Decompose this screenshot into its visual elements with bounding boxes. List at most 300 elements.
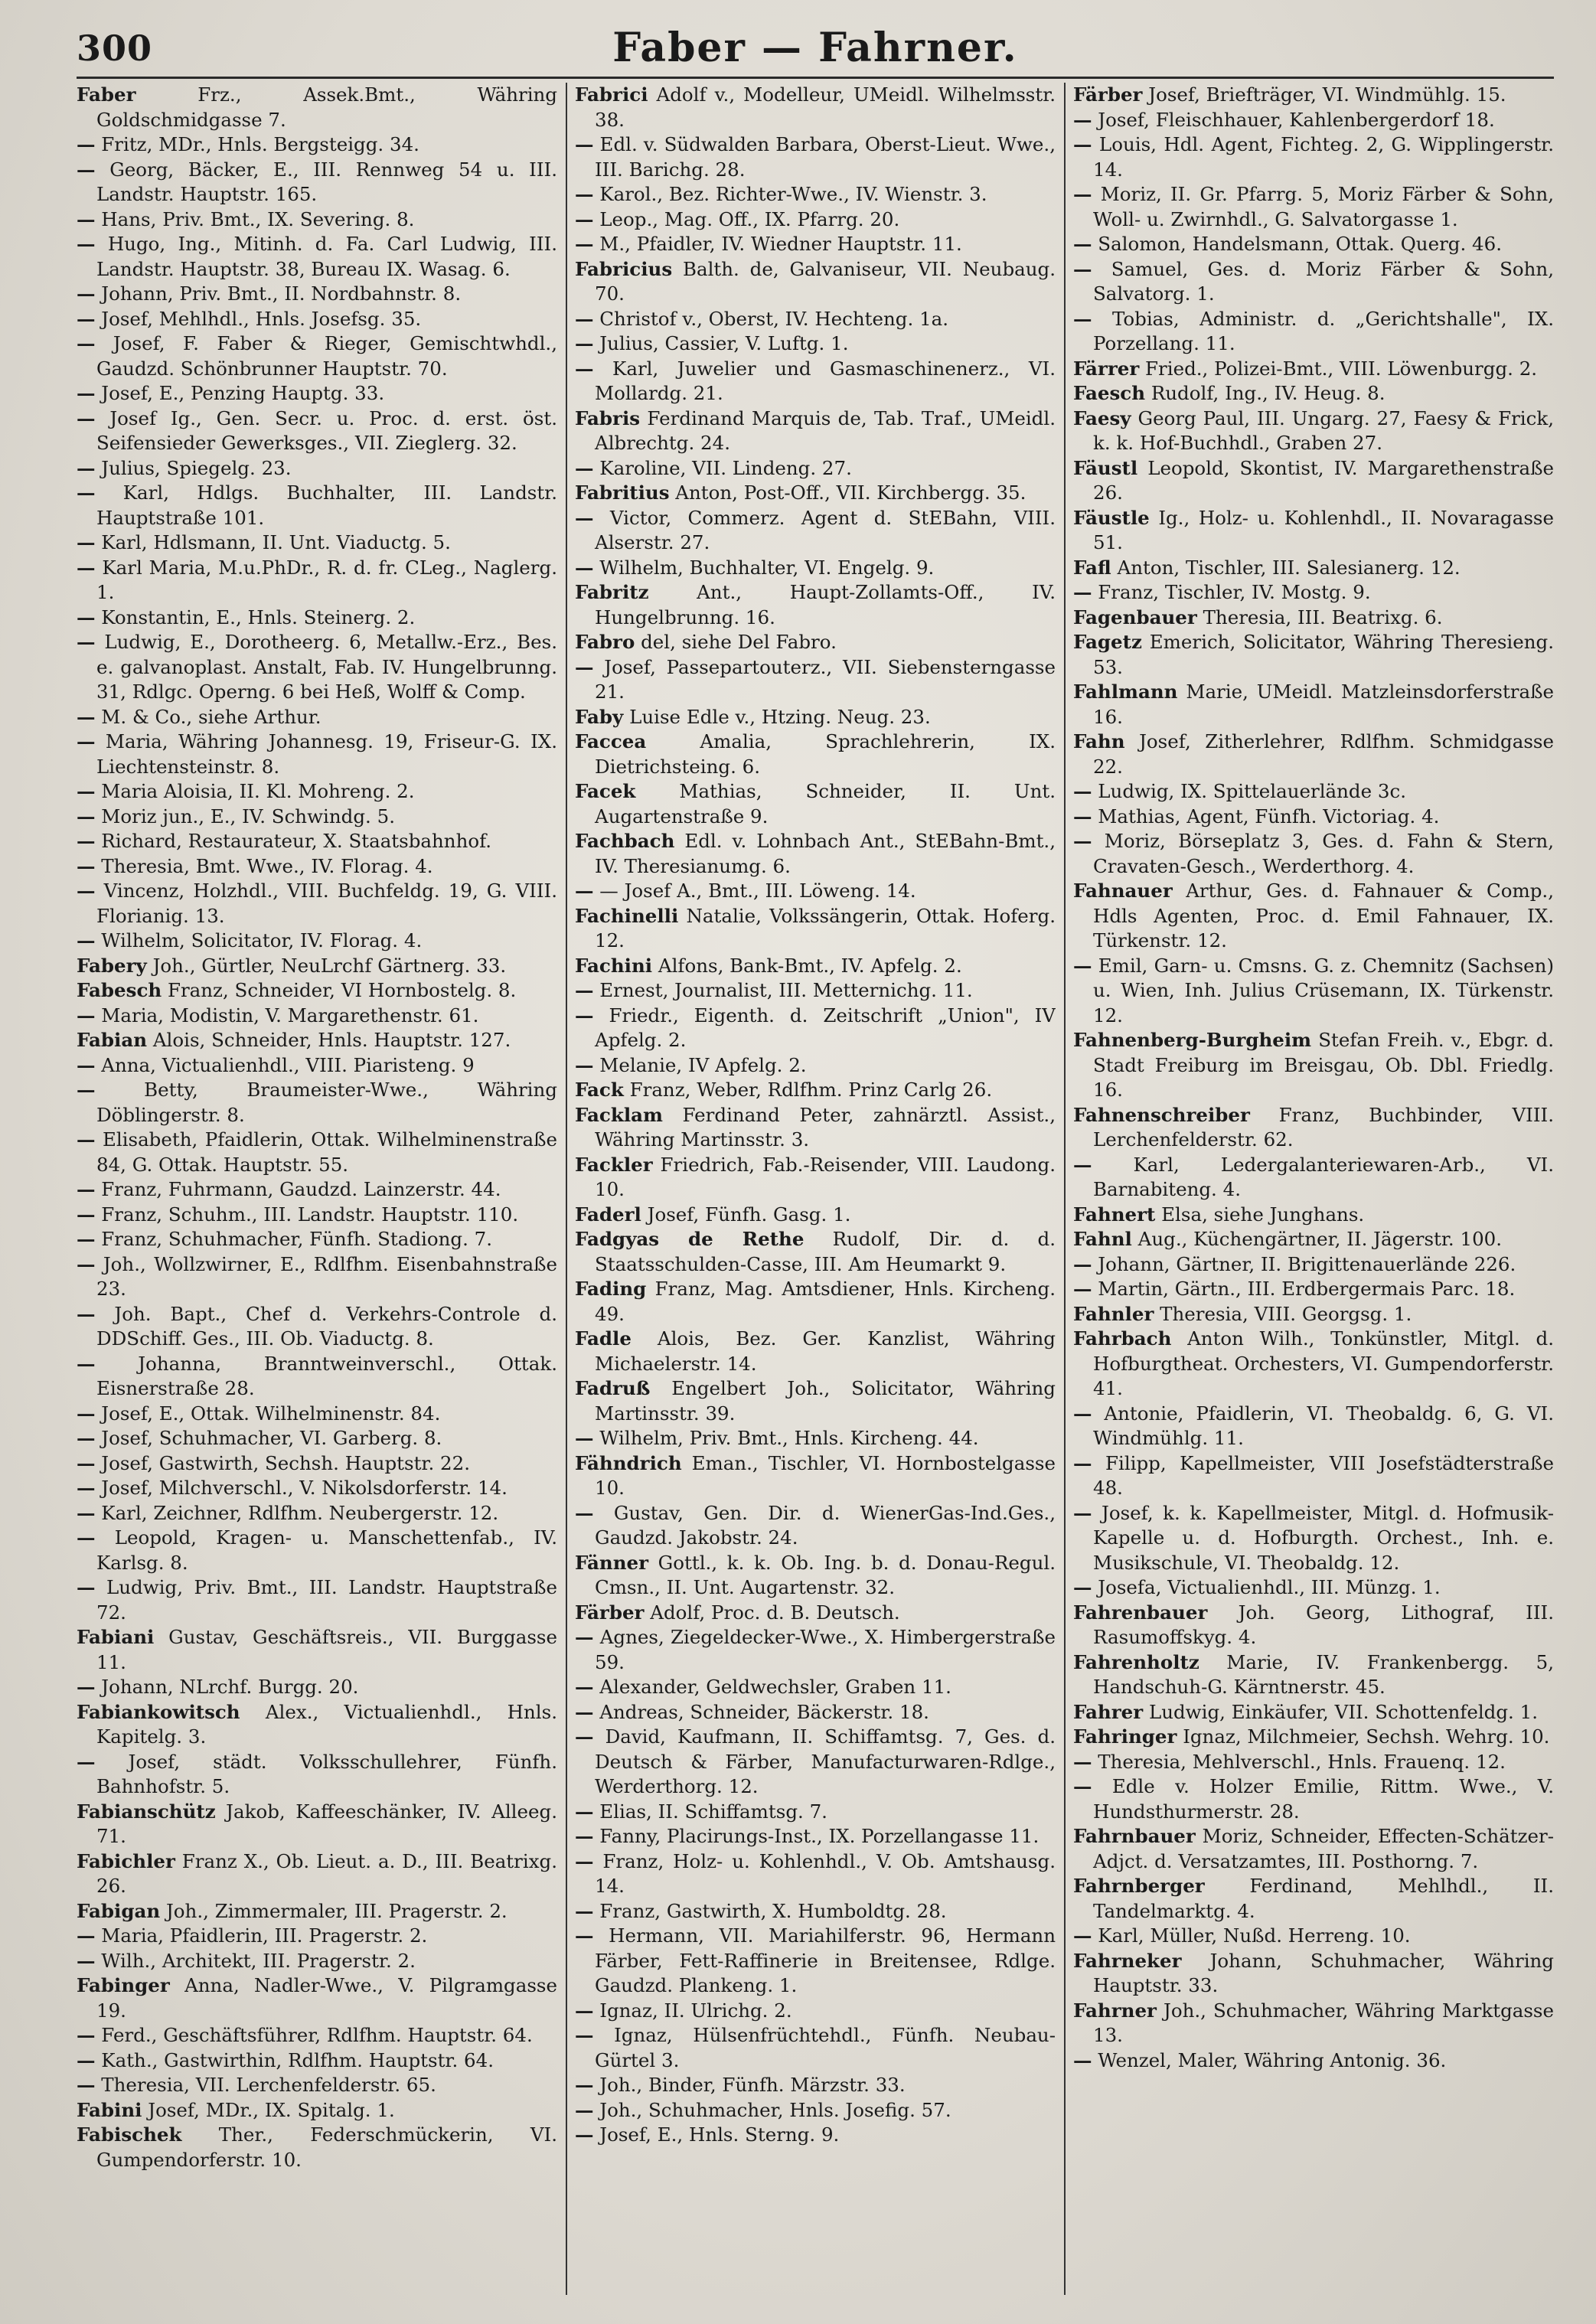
entry-surname: —	[1073, 108, 1092, 131]
entry-surname: —	[77, 1427, 96, 1449]
directory-entry	[77, 1004, 557, 1029]
entry-details: Anton, Post-Off., VII. Kirchbergg. 35.	[669, 481, 1026, 504]
entry-surname: —	[77, 830, 96, 852]
directory-entry	[1073, 1650, 1554, 1700]
entry-surname: —	[77, 1676, 96, 1698]
directory-entry	[77, 1451, 557, 1477]
entry-surname: —	[77, 1949, 96, 1972]
directory-entry	[575, 730, 1056, 779]
entry-surname: Fabianschütz	[77, 1800, 216, 1823]
directory-entry	[77, 779, 557, 805]
directory-entry	[1073, 1203, 1554, 1228]
directory-entry	[1073, 83, 1554, 108]
entry-surname: Facek	[575, 780, 636, 802]
page-header	[77, 24, 1554, 78]
entry-details: Josef, Briefträger, VI. Windmühlg. 15.	[1142, 83, 1506, 106]
entry-surname: —	[575, 1004, 594, 1027]
entry-details: Johann, Schuhmacher, Währing Hauptstr. 33.	[1093, 1949, 1554, 1996]
directory-entry	[77, 1053, 557, 1079]
entry-surname: —	[77, 456, 96, 479]
entry-details: Josef, Fleischhauer, Kahlenbergerdorf 18.	[1092, 108, 1495, 131]
entry-surname: —	[575, 1899, 594, 1922]
entry-surname: —	[77, 332, 96, 354]
directory-entry	[575, 829, 1056, 879]
column-3	[1073, 83, 1554, 2303]
entry-surname: —	[77, 1501, 96, 1524]
header-rule	[77, 77, 1554, 79]
directory-entry	[575, 182, 1056, 207]
directory-entry	[575, 1078, 1056, 1103]
entry-surname: —	[77, 382, 96, 404]
directory-entry	[575, 655, 1056, 705]
entry-details: Ignaz, Hülsenfrüchtehdl., Fünfh. Neubau-Gürtel 3.	[593, 2024, 1056, 2071]
entry-details: Joh., Schuhmacher, Hnls. Josefig. 57.	[593, 2098, 951, 2121]
entry-surname: Fabian	[77, 1029, 148, 1051]
entry-surname: —	[575, 979, 594, 1001]
entry-details: Franz, Schuhmacher, Fünfh. Stadiong. 7.	[95, 1228, 493, 1250]
directory-entry	[575, 132, 1056, 182]
directory-entry	[575, 456, 1056, 481]
entry-surname: —	[575, 880, 594, 902]
entry-surname: —	[575, 1700, 594, 1723]
entry-details: Ferdinand Marquis de, Tab. Traf., UMeidl. Albrechtg. 24.	[595, 406, 1056, 454]
directory-entry	[1073, 232, 1554, 257]
directory-entry	[77, 1426, 557, 1451]
directory-entry	[77, 2023, 557, 2048]
entry-surname: Faber	[77, 83, 136, 106]
entry-details: Adolf, Proc. d. B. Deutsch.	[644, 1601, 900, 1624]
entry-details: Franz, Schuhm., III. Landstr. Hauptstr. 110.	[95, 1203, 519, 1226]
entry-surname: —	[575, 655, 594, 678]
directory-entry	[1073, 1402, 1554, 1451]
directory-entry	[1073, 1874, 1554, 1924]
directory-entry	[77, 1899, 557, 1924]
entry-details: Ferdinand Peter, zahnärztl. Assist., Währing Martinsstr. 3.	[595, 1103, 1056, 1151]
directory-entry	[77, 2048, 557, 2074]
entry-surname: Fabricius	[575, 257, 673, 280]
entry-surname: —	[1073, 1576, 1092, 1598]
entry-surname: —	[77, 2024, 96, 2046]
entry-details: Franz, Buchbinder, VIII. Lerchenfelderstr. 62.	[1093, 1103, 1554, 1151]
directory-entry	[77, 158, 557, 207]
entry-details: Hugo, Ing., Mitinh. d. Fa. Carl Ludwig, III. Landstr. Hauptstr. 38, Bureau IX. Wasag. 6.	[95, 233, 557, 280]
directory-entry	[1073, 1451, 1554, 1501]
directory-entry	[77, 307, 557, 332]
entry-details: Johann, Gärtner, II. Brigittenauerlände 226.	[1092, 1252, 1516, 1275]
entry-details: Rudolf, Ing., IV. Heug. 8.	[1145, 382, 1385, 404]
entry-details: Richard, Restaurateur, X. Staatsbahnhof.	[95, 830, 492, 852]
entry-surname: Fähndrich	[575, 1451, 682, 1474]
entry-details: Karoline, VII. Lindeng. 27.	[593, 456, 852, 479]
entry-surname: —	[77, 481, 96, 504]
entry-details: Mathias, Agent, Fünfh. Victoriag. 4.	[1092, 805, 1440, 827]
directory-entry	[77, 1800, 557, 1849]
directory-entry	[575, 1725, 1056, 1800]
entry-details: Joh., Binder, Fünfh. Märzstr. 33.	[593, 2074, 906, 2096]
entry-surname: —	[77, 282, 96, 305]
directory-entry	[1073, 680, 1554, 730]
entry-surname: —	[575, 2024, 594, 2046]
directory-entry	[1073, 1227, 1554, 1252]
entry-surname: Fachbach	[575, 830, 675, 852]
entry-details: Konstantin, E., Hnls. Steinerg. 2.	[95, 605, 416, 628]
entry-surname: Fagetz	[1073, 631, 1142, 653]
entry-details: Josefa, Victualienhdl., III. Münzg. 1.	[1092, 1576, 1441, 1598]
entry-surname: —	[575, 307, 594, 330]
directory-entry	[77, 978, 557, 1004]
entry-surname: Fafl	[1073, 556, 1111, 579]
column-divider	[566, 83, 567, 2295]
entry-details: Julius, Spiegelg. 23.	[95, 456, 292, 479]
directory-entry	[1073, 307, 1554, 357]
directory-entry	[1073, 630, 1554, 680]
entry-details: Josef, Mehlhdl., Hnls. Josefsg. 35.	[95, 307, 422, 330]
directory-entry	[575, 232, 1056, 257]
entry-surname: —	[77, 133, 96, 155]
directory-entry	[1073, 357, 1554, 382]
entry-details: Karol., Bez. Richter-Wwe., IV. Wienstr. 3.	[593, 183, 987, 205]
entry-surname: —	[575, 233, 594, 255]
entry-surname: Fabris	[575, 406, 641, 429]
entry-details: Franz, Fuhrmann, Gaudzd. Lainzerstr. 44.	[95, 1178, 501, 1200]
entry-details: Josef, städt. Volksschullehrer, Fünfh. Bahnhofstr. 5.	[95, 1750, 557, 1797]
entry-surname: —	[575, 1849, 594, 1872]
entry-surname: Faderl	[575, 1203, 641, 1226]
entry-surname: —	[77, 1178, 96, 1200]
directory-entry	[575, 1153, 1056, 1203]
entry-details: Ant., Haupt-Zollamts-Off., IV. Hungelbrunng. 16.	[595, 581, 1056, 628]
entry-surname: —	[1073, 307, 1092, 330]
entry-surname: Fahrneker	[1073, 1949, 1182, 1972]
directory-entry	[575, 1327, 1056, 1376]
directory-entry	[77, 1203, 557, 1228]
directory-entry	[1073, 1302, 1554, 1327]
directory-entry	[575, 1053, 1056, 1079]
entry-surname: —	[1073, 830, 1092, 852]
directory-entry	[77, 1675, 557, 1700]
directory-entry	[1073, 1725, 1554, 1750]
directory-entry	[77, 1924, 557, 1949]
entry-surname: —	[575, 332, 594, 354]
entry-details: Gustav, Geschäftsreis., VII. Burggasse 11.	[96, 1626, 557, 1673]
entry-details: Samuel, Ges. d. Moriz Färber & Sohn, Salvatorg. 1.	[1092, 257, 1554, 305]
entry-details: Friedr., Eigenth. d. Zeitschrift „Union", IV Apfelg. 2.	[593, 1004, 1056, 1051]
entry-details: Karl, Hdlsmann, II. Unt. Viaductg. 5.	[95, 531, 451, 553]
entry-details: Alex., Victualienhdl., Hnls. Kapitelg. 3.	[96, 1700, 557, 1748]
entry-surname: Fabiani	[77, 1626, 155, 1648]
directory-entry	[575, 1700, 1056, 1725]
entry-details: Hans, Priv. Bmt., IX. Severing. 8.	[95, 207, 415, 230]
entry-surname: —	[77, 1228, 96, 1250]
directory-entry	[77, 605, 557, 631]
entry-details: Joh. Bapt., Chef d. Verkehrs-Controle d. DDSchiff. Ges., III. Ob. Viaductg. 8.	[95, 1302, 557, 1350]
directory-entry	[1073, 132, 1554, 182]
directory-entry	[575, 1800, 1056, 1825]
entry-surname: —	[77, 1924, 96, 1947]
entry-details: Edle v. Holzer Emilie, Rittm. Wwe., V. Hundsthurmerstr. 28.	[1092, 1775, 1554, 1823]
directory-entry	[77, 1575, 557, 1625]
entry-surname: Färrer	[1073, 357, 1140, 380]
entry-details: Marie, UMeidl. Matzleinsdorferstraße 16.	[1093, 681, 1554, 728]
directory-entry	[575, 904, 1056, 954]
entry-surname: —	[77, 880, 96, 902]
directory-entry	[575, 1601, 1056, 1626]
directory-entry	[77, 1028, 557, 1053]
entry-surname: —	[77, 1053, 96, 1076]
entry-details: Filipp, Kapellmeister, VIII Josefstädterstraße 48.	[1092, 1451, 1554, 1499]
directory-entry	[77, 1402, 557, 1427]
entry-details: Joh. Georg, Lithograf, III. Rasumoffskyg. 4.	[1093, 1601, 1554, 1648]
entry-surname: —	[1073, 581, 1092, 603]
entry-details: Georg Paul, III. Ungarg. 27, Faesy & Frick, k. k. Hof-Buchhdl., Graben 27.	[1093, 406, 1554, 454]
entry-details: Maria, Währing Johannesg. 19, Friseur-G. IX. Liechtensteinstr. 8.	[95, 730, 557, 778]
entry-details: Karl, Juwelier und Gasmaschinenerz., VI. Mollardg. 21.	[593, 357, 1056, 404]
entry-details: Joh., Schuhmacher, Währing Marktgasse 13.	[1093, 1999, 1554, 2046]
entry-details: Salomon, Handelsmann, Ottak. Querg. 46.	[1092, 233, 1503, 255]
entry-surname: Fabesch	[77, 979, 162, 1001]
page-number: 300	[77, 28, 153, 69]
entry-surname: Fahrbach	[1073, 1327, 1172, 1350]
entry-details: Christof v., Oberst, IV. Hechteng. 1a.	[593, 307, 949, 330]
entry-details: Maria Aloisia, II. Kl. Mohreng. 2.	[95, 780, 415, 802]
entry-surname: Fabigan	[77, 1899, 161, 1922]
entry-details: Frz., Assek.Bmt., Währing Goldschmidgasse 7.	[96, 83, 557, 131]
entry-details: Maria, Modistin, V. Margarethenstr. 61.	[95, 1004, 479, 1027]
entry-details: Edl. v. Südwalden Barbara, Oberst-Lieut. Wwe., III. Barichg. 28.	[593, 133, 1056, 181]
directory-entry	[1073, 829, 1554, 879]
entry-details: Antonie, Pfaidlerin, VI. Theobaldg. 6, G. VI. Windmühlg. 11.	[1092, 1402, 1554, 1449]
entry-details: Julius, Cassier, V. Luftg. 1.	[593, 332, 849, 354]
entry-surname: —	[77, 1302, 96, 1325]
directory-entry	[77, 1352, 557, 1402]
entry-surname: —	[77, 406, 96, 429]
directory-entry	[77, 207, 557, 233]
directory-entry	[77, 1849, 557, 1899]
entry-surname: —	[1073, 1501, 1092, 1524]
directory-entry	[575, 879, 1056, 904]
entry-details: Amalia, Sprachlehrerin, IX. Dietrichsteing. 6.	[595, 730, 1056, 778]
entry-details: Anton Wilh., Tonkünstler, Mitgl. d. Hofburgtheat. Orchesters, VI. Gumpendorferstr. 41.	[1093, 1327, 1554, 1399]
entry-details: Elias, II. Schiffamtsg. 7.	[593, 1800, 827, 1823]
directory-entry	[575, 1899, 1056, 1924]
entry-surname: —	[77, 233, 96, 255]
directory-entry	[77, 805, 557, 830]
entry-details: Karl Maria, M.u.PhDr., R. d. fr. CLeg., Naglerg. 1.	[95, 556, 557, 603]
entry-details: Ignaz, II. Ulrichg. 2.	[593, 1999, 792, 2022]
directory-entry	[575, 630, 1056, 655]
entry-surname: —	[77, 1252, 96, 1275]
directory-entry	[1073, 879, 1554, 954]
entry-details: Alexander, Geldwechsler, Graben 11.	[593, 1676, 951, 1698]
entry-surname: —	[1073, 1153, 1092, 1176]
entry-details: Maria, Pfaidlerin, III. Pragerstr. 2.	[95, 1924, 428, 1947]
directory-entry	[575, 357, 1056, 406]
entry-surname: Fahnenschreiber	[1073, 1103, 1250, 1126]
entry-surname: —	[575, 1999, 594, 2022]
entry-details: Stefan Freih. v., Ebgr. d. Stadt Freiburg im Breisgau, Ob. Dbl. Friedlg. 16.	[1093, 1029, 1554, 1101]
entry-surname: —	[77, 1004, 96, 1027]
entry-details: Emerich, Solicitator, Währing Theresieng. 53.	[1093, 631, 1554, 678]
entry-details: Elsa, siehe Junghans.	[1155, 1203, 1365, 1226]
directory-entry	[575, 2023, 1056, 2073]
entry-surname: —	[77, 1477, 96, 1499]
directory-entry	[77, 232, 557, 282]
directory-entry	[1073, 1501, 1554, 1576]
entry-surname: —	[575, 556, 594, 579]
entry-details: Leopold, Skontist, IV. Margarethenstraße 26.	[1093, 456, 1554, 504]
entry-details: Josef, E., Ottak. Wilhelminenstr. 84.	[95, 1402, 441, 1425]
columns	[77, 83, 1554, 2303]
directory-entry	[77, 2098, 557, 2123]
entry-surname: —	[1073, 133, 1092, 155]
directory-entry	[77, 381, 557, 406]
directory-entry	[1073, 506, 1554, 556]
directory-entry	[77, 1227, 557, 1252]
directory-entry	[1073, 1750, 1554, 1775]
directory-entry	[77, 530, 557, 556]
entry-surname: —	[575, 133, 594, 155]
directory-entry	[575, 1004, 1056, 1053]
directory-entry	[77, 282, 557, 307]
directory-entry	[77, 705, 557, 730]
directory-entry	[77, 456, 557, 481]
entry-surname: —	[1073, 257, 1092, 280]
entry-surname: Fabritius	[575, 481, 670, 504]
entry-details: Agnes, Ziegeldecker-Wwe., X. Himbergerstraße 59.	[593, 1626, 1056, 1673]
entry-surname: —	[575, 456, 594, 479]
entry-details: Moriz, Börseplatz 3, Ges. d. Fahn & Stern, Cravaten-Gesch., Werderthorg. 4.	[1092, 830, 1554, 877]
directory-entry	[575, 705, 1056, 730]
entry-surname: —	[1073, 1451, 1092, 1474]
entry-surname: Fahrenholtz	[1073, 1650, 1199, 1673]
directory-entry	[575, 580, 1056, 630]
entry-details: Jakob, Kaffeeschänker, IV. Alleeg. 71.	[96, 1800, 557, 1847]
entry-surname: Fahrenbauer	[1073, 1601, 1208, 1624]
entry-details: Hermann, VII. Mariahilferstr. 96, Hermann Färber, Fett-Raffinerie in Breitensee, Rdlge. Gaudzd. Plankeng. 1.	[593, 1924, 1056, 1996]
entry-surname: —	[1073, 1252, 1092, 1275]
entry-surname: Fahlmann	[1073, 681, 1178, 703]
entry-surname: —	[575, 1501, 594, 1524]
entry-surname: —	[77, 1402, 96, 1425]
directory-entry	[77, 2123, 557, 2172]
entry-surname: Fahrner	[1073, 1999, 1157, 2022]
entry-details: Joh., Gürtler, NeuLrchf Gärtnerg. 33.	[146, 954, 507, 977]
entry-details: Emil, Garn- u. Cmsns. G. z. Chemnitz (Sachsen) u. Wien, Inh. Julius Crüsemann, IX. Türkenstr. 12.	[1092, 954, 1554, 1027]
entry-details: Franz, Holz- u. Kohlenhdl., V. Ob. Amtshausg. 14.	[593, 1849, 1056, 1897]
entry-details: Marie, IV. Frankenbergg. 5, Handschuh-G. Kärntnerstr. 45.	[1093, 1650, 1554, 1698]
entry-surname: —	[575, 1053, 594, 1076]
entry-surname: —	[1073, 1278, 1092, 1300]
entry-surname: —	[77, 1203, 96, 1226]
entry-surname: —	[575, 1626, 594, 1648]
entry-surname: —	[1073, 1775, 1092, 1797]
entry-details: Balth. de, Galvaniseur, VII. Neubaug. 70.	[595, 257, 1056, 305]
column-divider	[1064, 83, 1066, 2295]
entry-surname: Fadruß	[575, 1377, 651, 1399]
directory-entry	[77, 556, 557, 605]
directory-entry	[1073, 1924, 1554, 1949]
entry-surname: Fabichler	[77, 1849, 175, 1872]
directory-entry	[77, 406, 557, 456]
directory-entry	[1073, 1700, 1554, 1725]
directory-entry	[1073, 1774, 1554, 1824]
directory-entry	[575, 556, 1056, 581]
directory-entry	[1073, 1252, 1554, 1278]
entry-surname: Fagenbauer	[1073, 605, 1197, 628]
entry-details: Moriz jun., E., IV. Schwindg. 5.	[95, 805, 395, 827]
entry-details: Andreas, Schneider, Bäckerstr. 18.	[593, 1700, 929, 1723]
entry-surname: Fachinelli	[575, 904, 679, 927]
entry-surname: Fahnenberg-Burgheim	[1073, 1029, 1312, 1051]
entry-details: Joh., Zimmermaler, III. Pragerstr. 2.	[160, 1899, 508, 1922]
entry-surname: —	[575, 1676, 594, 1698]
entry-details: — Josef A., Bmt., III. Löweng. 14.	[593, 880, 916, 902]
entry-details: Fried., Polizei-Bmt., VIII. Löwenburgg. 2.	[1139, 357, 1538, 380]
directory-entry	[1073, 1824, 1554, 1874]
directory-entry	[1073, 730, 1554, 779]
entry-surname: Färber	[575, 1601, 645, 1624]
entry-surname: Fabery	[77, 954, 147, 977]
entry-surname: —	[77, 805, 96, 827]
directory-entry	[77, 1526, 557, 1575]
directory-entry	[77, 1949, 557, 1974]
directory-entry	[575, 2123, 1056, 2148]
entry-surname: Faby	[575, 705, 624, 728]
entry-details: Wilhelm, Priv. Bmt., Hnls. Kircheng. 44.	[593, 1427, 979, 1449]
directory-entry	[575, 978, 1056, 1004]
entry-details: Arthur, Ges. d. Fahnauer & Comp., Hdls Agenten, Proc. d. Emil Fahnauer, IX. Türkenstr. 12.	[1093, 880, 1554, 951]
entry-details: Gustav, Gen. Dir. d. WienerGas-Ind.Ges., Gaudzd. Jakobstr. 24.	[593, 1501, 1056, 1549]
directory-entry	[1073, 381, 1554, 406]
entry-surname: —	[1073, 233, 1092, 255]
entry-surname: Facklam	[575, 1103, 663, 1126]
directory-entry	[575, 1501, 1056, 1551]
directory-entry	[575, 1999, 1056, 2024]
entry-details: Moriz, II. Gr. Pfarrg. 5, Moriz Färber & Sohn, Woll- u. Zwirnhdl., G. Salvatorgasse 1.	[1092, 183, 1554, 230]
entry-details: Josef, Gastwirth, Sechsh. Hauptstr. 22.	[95, 1451, 470, 1474]
entry-surname: —	[575, 183, 594, 205]
entry-surname: —	[77, 605, 96, 628]
entry-details: Wilhelm, Buchhalter, VI. Engelg. 9.	[593, 556, 935, 579]
directory-entry	[575, 307, 1056, 332]
directory-entry	[575, 506, 1056, 556]
entry-surname: —	[1073, 1750, 1092, 1773]
entry-details: Josef, k. k. Kapellmeister, Mitgl. d. Hofmusik-Kapelle u. d. Hofburgth. Orchest., Inh. e. Musikschule, VI. Theobaldg. 12.	[1092, 1501, 1554, 1574]
entry-details: Louis, Hdl. Agent, Fichteg. 2, G. Wipplingerstr. 14.	[1092, 133, 1554, 181]
directory-entry	[575, 1451, 1056, 1501]
entry-surname: Fachini	[575, 954, 653, 977]
entry-surname: —	[77, 531, 96, 553]
entry-details: Ludwig, Einkäufer, VII. Schottenfeldg. 1.	[1143, 1700, 1538, 1723]
entry-surname: Fabiankowitsch	[77, 1700, 240, 1723]
entry-surname: —	[77, 854, 96, 877]
entry-surname: —	[77, 705, 96, 728]
entry-surname: —	[77, 631, 96, 653]
directory-entry	[77, 1128, 557, 1177]
entry-surname: Fahrnbauer	[1073, 1825, 1196, 1847]
entry-surname: Fackler	[575, 1153, 653, 1176]
entry-surname: —	[1073, 183, 1092, 205]
directory-entry	[77, 1501, 557, 1526]
entry-details: Mathias, Schneider, II. Unt. Augartenstraße 9.	[595, 780, 1056, 827]
entry-surname: Fabritz	[575, 581, 649, 603]
entry-surname: Fadle	[575, 1327, 632, 1350]
entry-surname: —	[77, 158, 96, 181]
entry-details: Josef Ig., Gen. Secr. u. Proc. d. erst. öst. Seifensieder Gewerksges., VII. Zieglerg. 32.	[95, 406, 557, 454]
entry-details: Fanny, Placirungs-Inst., IX. Porzellangasse 11.	[593, 1825, 1040, 1847]
directory-entry	[1073, 779, 1554, 805]
entry-details: Franz, Schneider, VI Hornbostelg. 8.	[162, 979, 517, 1001]
